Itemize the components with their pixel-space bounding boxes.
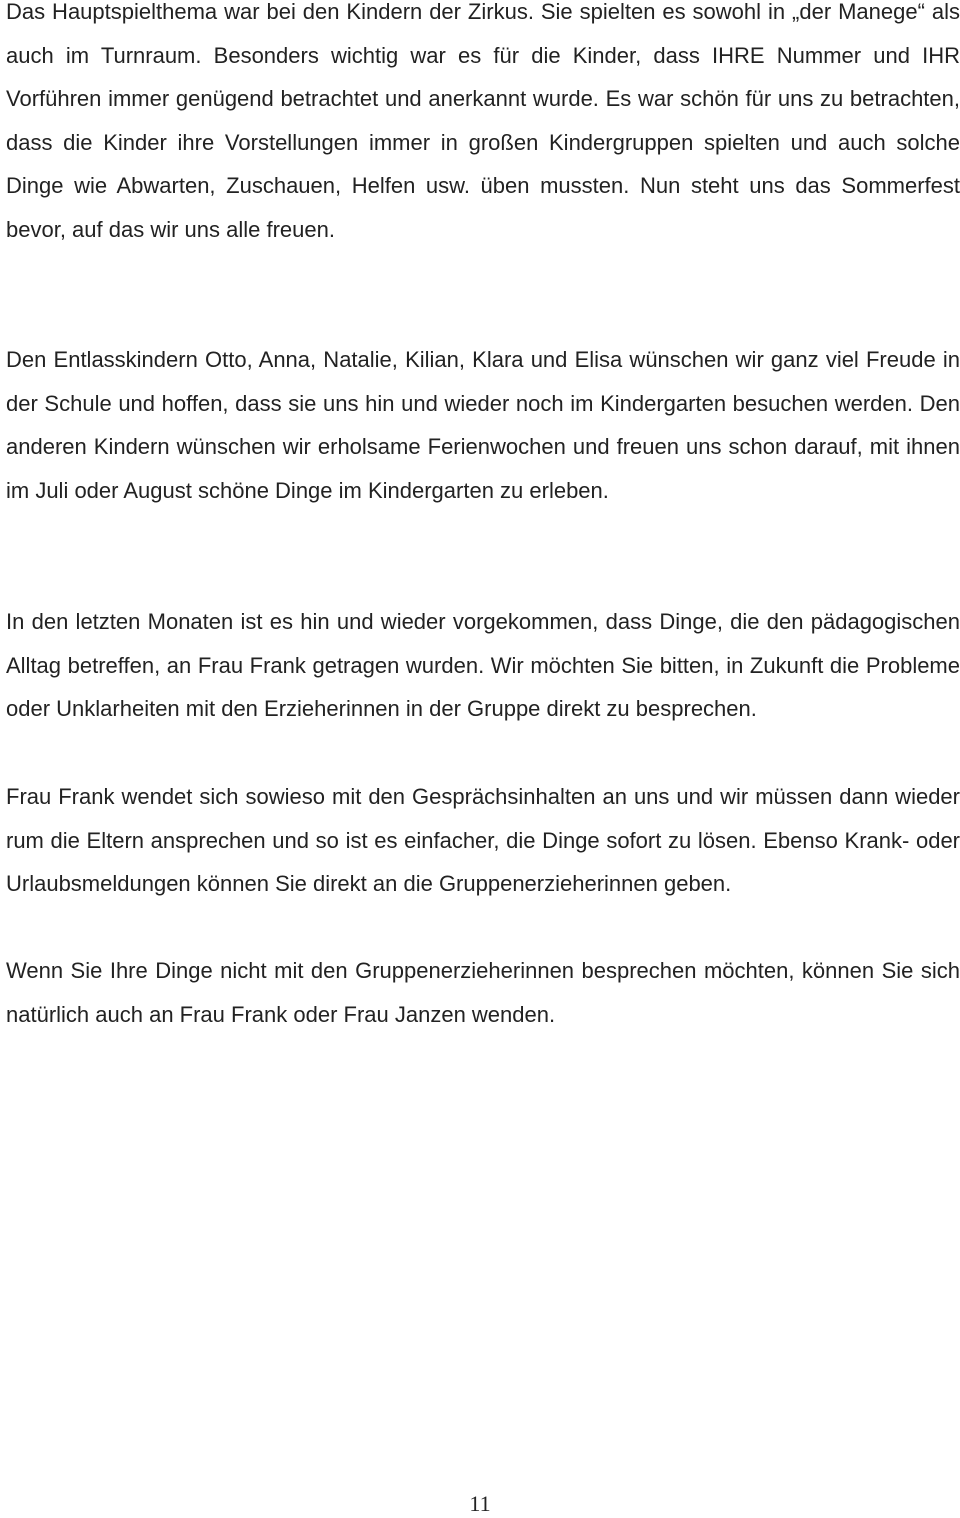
paragraph-concerns xyxy=(6,600,960,731)
paragraph-text: Das Hauptspielthema war bei den Kindern der Zirkus. Sie spielten es sowohl in „der Manege“ als auch im Turnraum. Besonders wichtig war es für die Kinder, dass IHRE Nummer und IHR Vorführen immer genügend betrachtet und anerkannt wurde. Es war schön für uns zu betrachten, dass die Kinder ihre Vorstellungen immer in großen Kindergruppen spielten und auch solche Dinge wie Abwarten, Zuschauen, Helfen usw. üben mussten. Nun steht uns das Sommerfest bevor, auf das wir uns alle freuen. xyxy=(6,0,960,242)
paragraph-text: Wenn Sie Ihre Dinge nicht mit den Gruppenerzieherinnen besprechen möchten, können Sie sich natürlich auch an Frau Frank oder Frau Janzen wenden. xyxy=(6,958,960,1027)
paragraph-contact xyxy=(6,949,960,1036)
paragraph-frau-frank xyxy=(6,775,960,906)
paragraph-text: In den letzten Monaten ist es hin und wieder vorgekommen, dass Dinge, die den pädagogischen Alltag betreffen, an Frau Frank getragen wurden. Wir möchten Sie bitten, in Zukunft die Probleme oder Unklarheiten mit den Erzieherinnen in der Gruppe direkt zu besprechen. xyxy=(6,609,960,722)
paragraph-circus xyxy=(6,0,960,252)
paragraph-farewell xyxy=(6,338,960,512)
paragraph-text: Den Entlasskindern Otto, Anna, Natalie, Kilian, Klara und Elisa wünschen wir ganz viel Freude in der Schule und hoffen, dass sie uns hin und wieder noch im Kindergarten besuchen werden. Den anderen Kindern wünschen wir erholsame Ferienwochen und freuen uns schon darauf, mit ihnen im Juli oder August schöne Dinge im Kindergarten zu erleben. xyxy=(6,347,960,503)
paragraph-text: Frau Frank wendet sich sowieso mit den Gesprächsinhalten an uns und wir müssen dann wieder rum die Eltern ansprechen und so ist es einfacher, die Dinge sofort zu lösen. Ebenso Krank- oder Urlaubsmeldungen können Sie direkt an die Gruppenerzieherinnen geben. xyxy=(6,784,960,897)
page-number: 11 xyxy=(469,1491,491,1516)
